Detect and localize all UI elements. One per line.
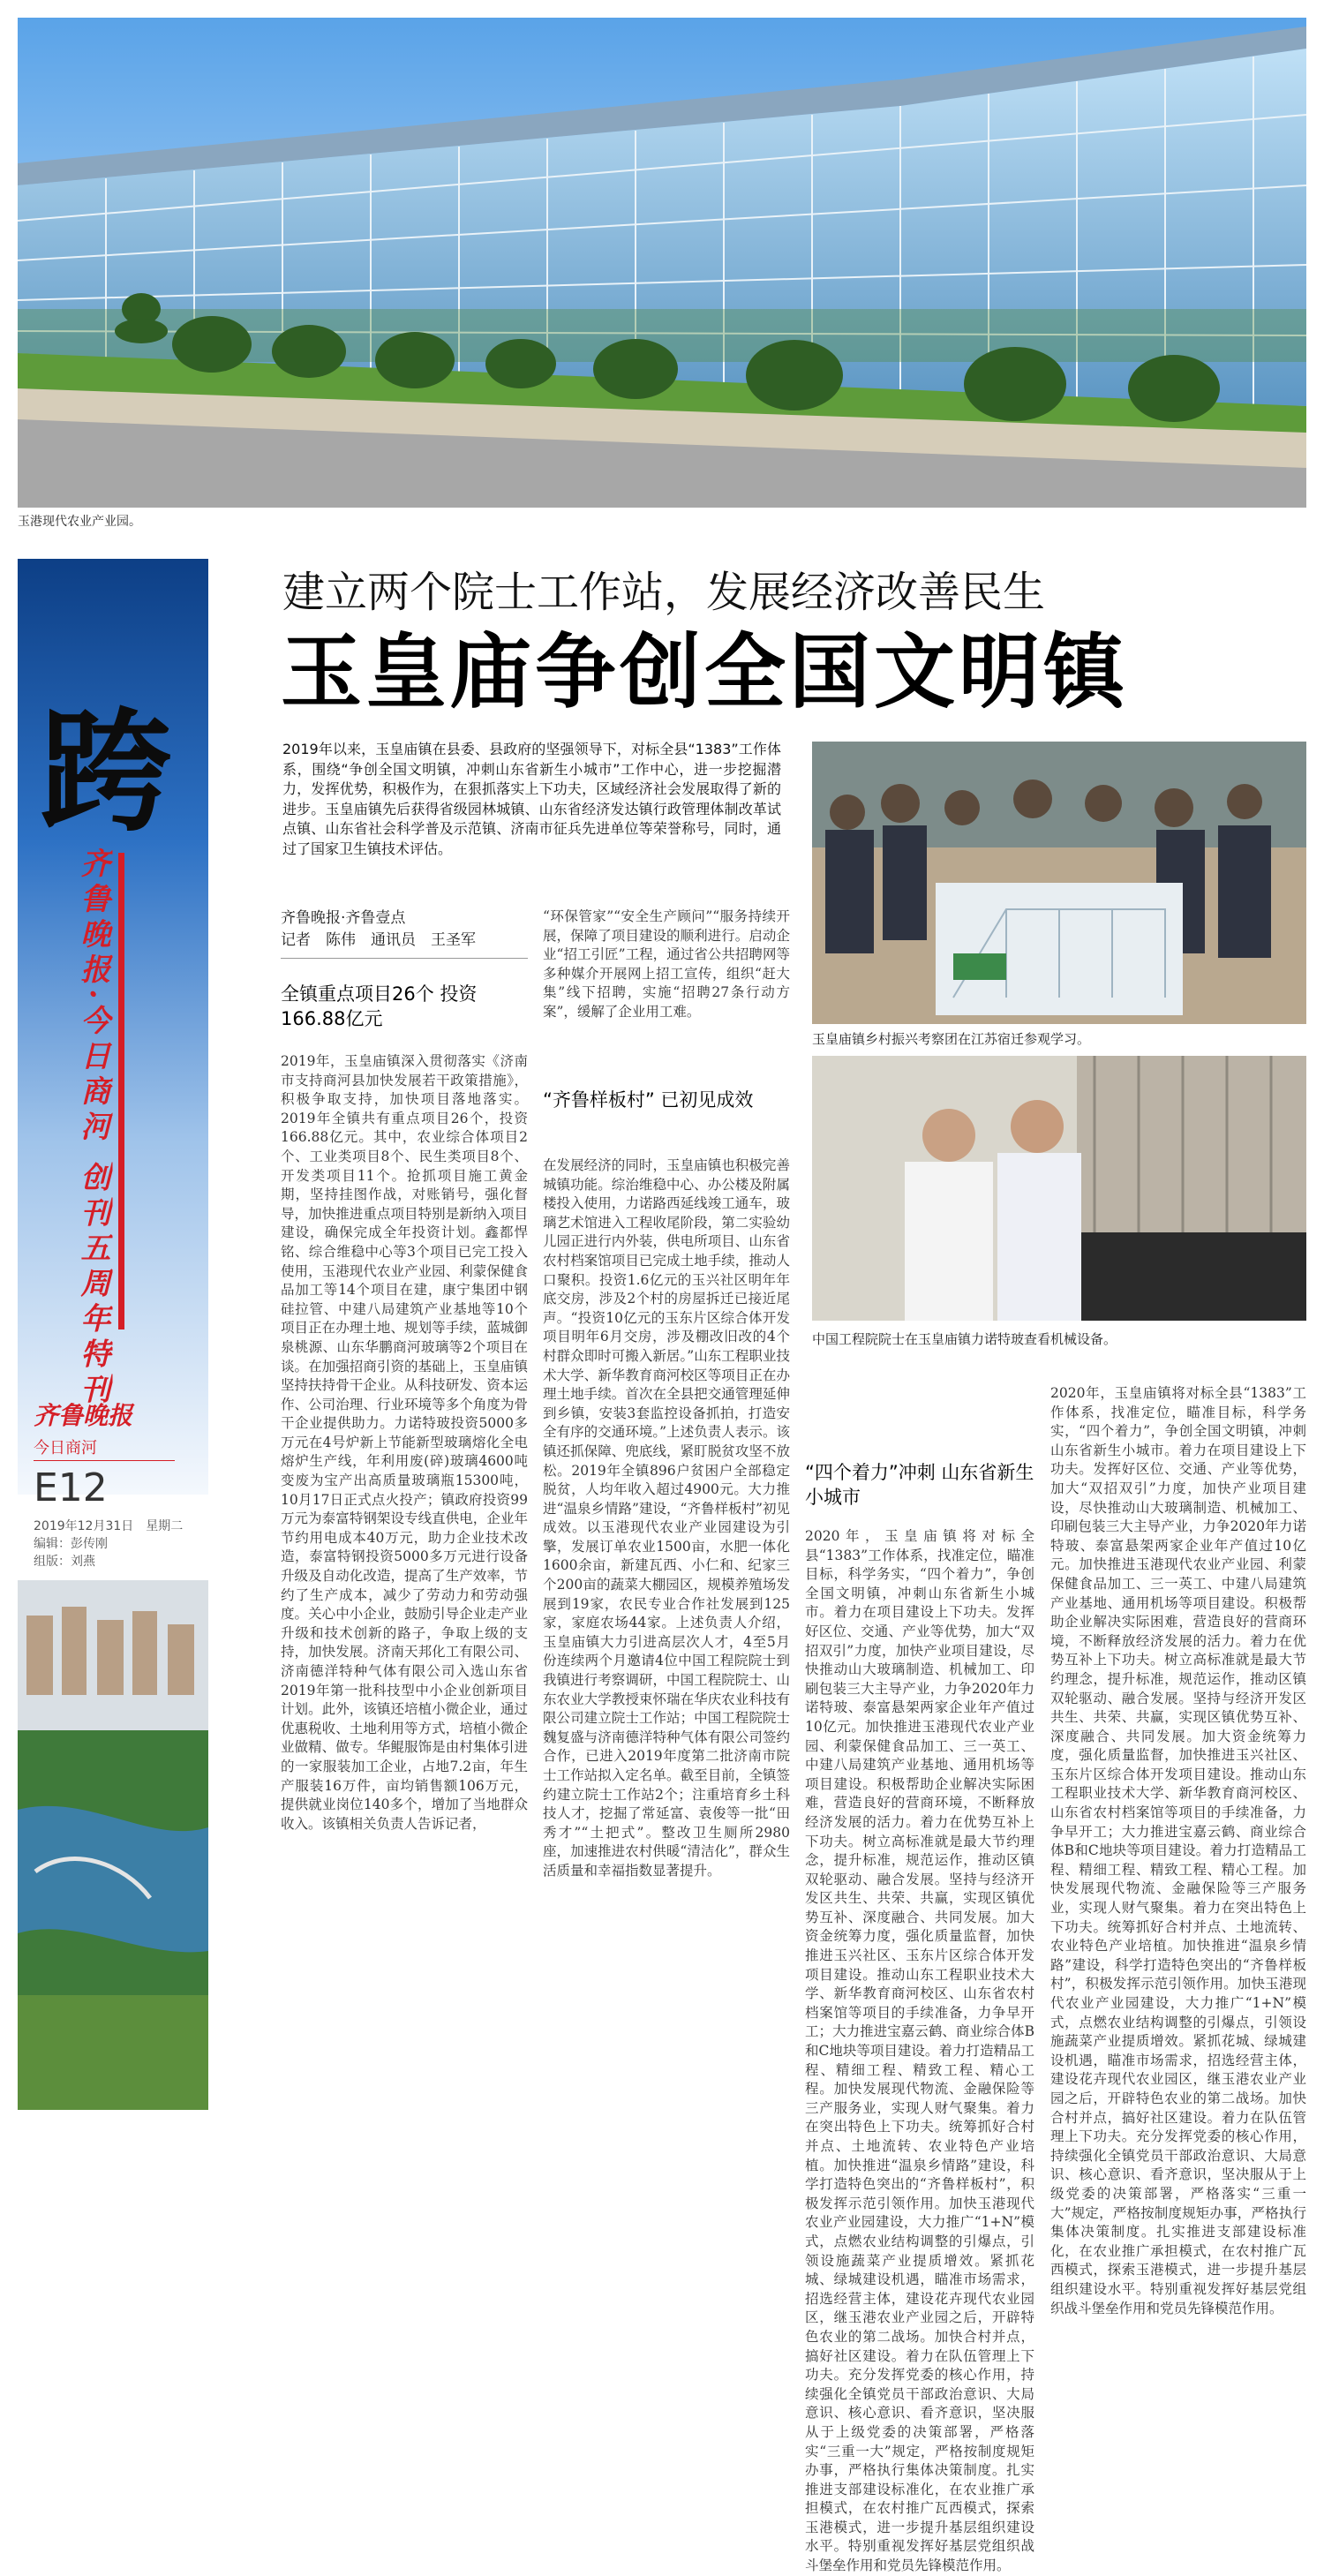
byline-reporters: 记者 陈伟 通讯员 王圣军	[281, 931, 476, 949]
section1-title: 全镇重点项目26个 投资166.88亿元	[281, 983, 478, 1029]
issue-date: 2019年12月31日 星期二	[34, 1519, 184, 1533]
article-lead: 2019年以来，玉皇庙镇在县委、县政府的坚强领导下，对标全县“1383”工作体系，围绕“争创全国文明镇，冲刺山东省新生小城市”工作中心，进一步挖掘潜力，发挥优势，积极作为，在狠抓落实上下功夫，区域经济社会发展取得了新的进步。玉皇庙镇先后获得省级园林城镇、山东省经济发达镇行政管理体制改革试点镇、山东省社会科学普及示范镇、济南市征兵先进单位等荣誉称号，同时，通过了国家卫生镇技术评估。	[282, 741, 781, 857]
top-photo-caption: 玉港现代农业产业园。	[18, 515, 141, 529]
academician-visit-photo	[812, 1056, 1306, 1321]
special-issue-title: 齐鲁晚报·今日商河 创刊五周年特刊	[75, 847, 110, 1409]
byline-source: 齐鲁晚报·齐鲁壹点	[281, 909, 406, 927]
article-headline: 玉皇庙争创全国文明镇	[281, 625, 1129, 719]
photo2-caption: 中国工程院院士在玉皇庙镇力诺特玻查看机械设备。	[812, 1331, 1117, 1347]
edition-divider	[34, 1460, 175, 1461]
section1-text: 2019年，玉皇庙镇深入贯彻落实《济南市支持商河县加快发展若干政策措施》，积极争取支持，加快项目落地落实。2019年全镇共有重点项目26个，投资166.88亿元。其中，农业综合体项目2个、工业类项目8个、民生类项目8个、开发类项目11个。抢抓项目施工黄金期，坚持挂图作战，对账销号，强化督导，加快推进重点项目特别是新纳入项目建设，确保完成全年投资计划。鑫都悍铭、综合维稳中心等3个项目已完工投入使用，玉港现代农业产业园、利蒙保健食品加工等14个项目在建，康宁集团中钢硅拉管、中建八局建筑产业基地等10个项目正在办理土地、规划等手续，蓝城御泉桃源、山东华鹏商河玻璃等2个项目在谈。在加强招商引资的基础上，玉皇庙镇坚持扶持骨干企业。从科技研发、资本运作、公司治理、行业环境等多个角度为骨干企业提供助力。力诺特玻投资5000多万元在4号炉新上节能新型玻璃熔化全电熔炉生产线，年利用废(碎)玻璃4600吨变废为宝产出高质量玻璃瓶15300吨，10月17日正式点火投产；镇政府投资99万元为泰富特钢架设专线直供电，企业年节约用电成本40万元，助力企业技术改造，泰富特钢投资5000多万元进行设备升级及自动化改造，提高了生产效率，节约了生产成本，减少了劳动力和劳动强度。关心中小企业，鼓励引导企业走产业升级和技术创新的路子，争取上级的支持，加快发展。济南天邦化工有限公司、济南德洋特种气体有限公司入选山东省2019年第一批科技型中小企业创新项目计划。此外，该镇还培植小微企业，通过优惠税收、土地利用等方式，培植小微企业做精、做专。华鲲服饰是由村集体引进的一家服装加工企业，占地7.2亩，年生产服装16万件，亩均销售额106万元，提供就业岗位140多个，增加了当地群众收入。该镇相关负责人告诉记者，	[281, 1053, 528, 1832]
paper-logo: 齐鲁晚报	[34, 1401, 133, 1430]
section3-text-continued: 2020年，玉皇庙镇将对标全县“1383”工作体系，找准定位，瞄准目标，科学务实，“四个着力”，争创全国文明镇，冲刺山东省新生小城市。着力在项目建设上下功夫。发挥好区位、交通、产业等优势，加大“双招双引”力度，加快产业项目建设，尽快推动山大玻璃制造、机械加工、印刷包装三大主导产业，力争2020年力诺特玻、泰富悬架两家企业年产值过10亿元。加快推进玉港现代农业产业园、利蒙保健食品加工、三一英工、中建八局建筑产业基地、通用机场等项目建设。积极帮助企业解决实际困难，营造良好的营商环境，不断释放经济发展的活力。着力在优势互补上下功夫。树立高标准就是最大节约理念，提升标准，规范运作，推动区镇双轮驱动、融合发展。坚持与经济开发区共生、共荣、共赢，实现区镇优势互补、深度融合、共同发展。加大资金统筹力度，强化质量监督，加快推进玉兴社区、玉东片区综合体开发项目建设。推动山东工程职业技术大学、新华教育商河校区、山东省农村档案馆等项目的手续准备，力争早开工；大力推进宝嘉云鹤、商业综合体B和C地块等项目建设。着力打造精品工程、精细工程、精致工程、精心工程。加快发展现代物流、金融保险等三产服务业，实现人财气聚集。着力在突出特色上下功夫。统筹抓好合村并点、土地流转、农业特色产业培植。加快推进“温泉乡情路”建设，科学打造特色突出的“齐鲁样板村”，积极发挥示范引领作用。加快玉港现代农业产业园建设，大力推广“1+N”模式，点燃农业结构调整的引爆点，引领设施蔬菜产业提质增效。紧抓花城、绿城建设机遇，瞄准市场需求，招选经营主体，建设花卉现代农业园区，继玉港农业产业园之后，开辟特色农业的第二战场。加快合村并点，搞好社区建设。着力在队伍管理上下功夫。充分发挥党委的核心作用，持续强化全镇党员干部政治意识、大局意识、核心意识、看齐意识，坚决服从于上级党委的决策部署，严格落实“三重一大”规定，严格按制度规矩办事，严格执行集体决策制度。扎实推进支部建设标准化，在农业推广承担模式，在农村推广瓦西模式，探索玉港模式，进一步提升基层组织建设水平。特别重视发挥好基层党组织战斗堡垒作用和党员先锋模范作用。	[1050, 1385, 1306, 2316]
edition-name: 今日商河	[34, 1439, 97, 1457]
inspection-team-photo	[812, 742, 1306, 1024]
town-aerial-photo	[18, 1580, 208, 2110]
byline	[281, 908, 476, 952]
section3-title: “四个着力”冲刺 山东省新生小城市	[805, 1462, 1034, 1508]
byline-rule	[281, 958, 528, 959]
article-kicker: 建立两个院士工作站，发展经济改善民生	[282, 568, 1046, 617]
section2-title: “齐鲁样板村” 已初见成效	[543, 1089, 754, 1111]
section2-lead: “环保管家”“安全生产顾问”“服务持续开展，保障了项目建设的顺利进行。启动企业“招工引匠”工程，通过省公共招聘网等多种媒介开展网上招工宣传，组织“赶大集”线下招聘，实施“招聘27条行动方案”，缓解了企业用工难。	[543, 908, 790, 1020]
layout-credit: 组版：刘燕	[34, 1555, 95, 1569]
photo1-caption: 玉皇庙镇乡村振兴考察团在江苏宿迁参观学习。	[812, 1031, 1091, 1047]
section2-text: 在发展经济的同时，玉皇庙镇也积极完善城镇功能。综治维稳中心、办公楼及附属楼投入使用，力诺路西延线竣工通车，玻璃艺术馆进入工程收尾阶段，第二实验幼儿园正进行内外装，供电所项目、山东省农村档案馆项目已完成土地手续，推动人口聚积。投资1.6亿元的玉兴社区明年年底交房，涉及2个村的房屋拆迁已接近尾声。“投资10亿元的玉东片区综合体开发项目明年6月交房，涉及棚改旧改的4个村群众即时可搬入新居。”山东工程职业技术大学、新华教育商河校区等项目正在办理土地手续。首次在全县把交通管理延伸到乡镇，安装3套监控设备抓拍，打造安全有序的交通环境。”上述负责人表示。该镇还抓保障、兜底线，紧盯脱贫攻坚不放松。2019年全镇896户贫困户全部稳定脱贫，人均年收入超过4900元。大力推进“温泉乡情路”建设，“齐鲁样板村”初见成效。以玉港现代农业产业园建设为引擎，发展订单农业1500亩，水肥一体化1600余亩，新建瓦西、小仁和、纪家三个200亩的蔬菜大棚园区，规模养殖场发展到19家，农民专业合作社发展到125家，家庭农场44家。上述负责人介绍，玉皇庙镇大力引进高层次人才，4至5月份连续两个月邀请4位中国工程院院士到我镇进行考察调研，中国工程院院士、山东农业大学教授束怀瑞在华庆农业科技有限公司建立院士工作站；中国工程院院士魏复盛与济南德洋特种气体有限公司签约合作，已进入2019年度第二批济南市院士工作站拟入定名单。截至目前，全镇签约建立院士工作站2个；注重培育乡土科技人才，挖掘了常延富、袁俊等一批“田秀才”“土把式”。整改卫生厕所2980座，加速推进农村供暖“清洁化”，群众生活质量和幸福指数显著提升。	[543, 1157, 790, 1879]
banner-red-bar	[118, 853, 124, 1329]
section3-text: 2020年，玉皇庙镇将对标全县“1383”工作体系，找准定位，瞄准目标，科学务实，“四个着力”，争创全国文明镇，冲刺山东省新生小城市。着力在项目建设上下功夫。发挥好区位、交通、产业等优势，加大“双招双引”力度，加快产业项目建设，尽快推动山大玻璃制造、机械加工、印刷包装三大主导产业，力争2020年力诺特玻、泰富悬架两家企业年产值过10亿元。加快推进玉港现代农业产业园、利蒙保健食品加工、三一英工、中建八局建筑产业基地、通用机场等项目建设。积极帮助企业解决实际困难，营造良好的营商环境，不断释放经济发展的活力。着力在优势互补上下功夫。树立高标准就是最大节约理念，提升标准，规范运作，推动区镇双轮驱动、融合发展。坚持与经济开发区共生、共荣、共赢，实现区镇优势互补、深度融合、共同发展。加大资金统筹力度，强化质量监督，加快推进玉兴社区、玉东片区综合体开发项目建设。推动山东工程职业技术大学、新华教育商河校区、山东省农村档案馆等项目的手续准备，力争早开工；大力推进宝嘉云鹤、商业综合体B和C地块等项目建设。着力打造精品工程、精细工程、精致工程、精心工程。加快发展现代物流、金融保险等三产服务业，实现人财气聚集。着力在突出特色上下功夫。统筹抓好合村并点、土地流转、农业特色产业培植。加快推进“温泉乡情路”建设，科学打造特色突出的“齐鲁样板村”，积极发挥示范引领作用。加快玉港现代农业产业园建设，大力推广“1+N”模式，点燃农业结构调整的引爆点，引领设施蔬菜产业提质增效。紧抓花城、绿城建设机遇，瞄准市场需求，招选经营主体，建设花卉现代农业园区，继玉港农业产业园之后，开辟特色农业的第二战场。加快合村并点，搞好社区建设。着力在队伍管理上下功夫。充分发挥党委的核心作用，持续强化全镇党员干部政治意识、大局意识、核心意识、看齐意识，坚决服从于上级党委的决策部署，严格落实“三重一大”规定，严格按制度规矩办事，严格执行集体决策制度。扎实推进支部建设标准化，在农业推广承担模式，在农村推广瓦西模式，探索玉港模式，进一步提升基层组织建设水平。特别重视发挥好基层党组织战斗堡垒作用和党员先锋模范作用。	[805, 1528, 1034, 2574]
page-number: E12	[34, 1465, 108, 1510]
greenhouse-photo	[18, 18, 1306, 508]
banner-big-character: 跨	[40, 695, 173, 850]
editor-credit: 编辑：彭传刚	[34, 1537, 108, 1551]
